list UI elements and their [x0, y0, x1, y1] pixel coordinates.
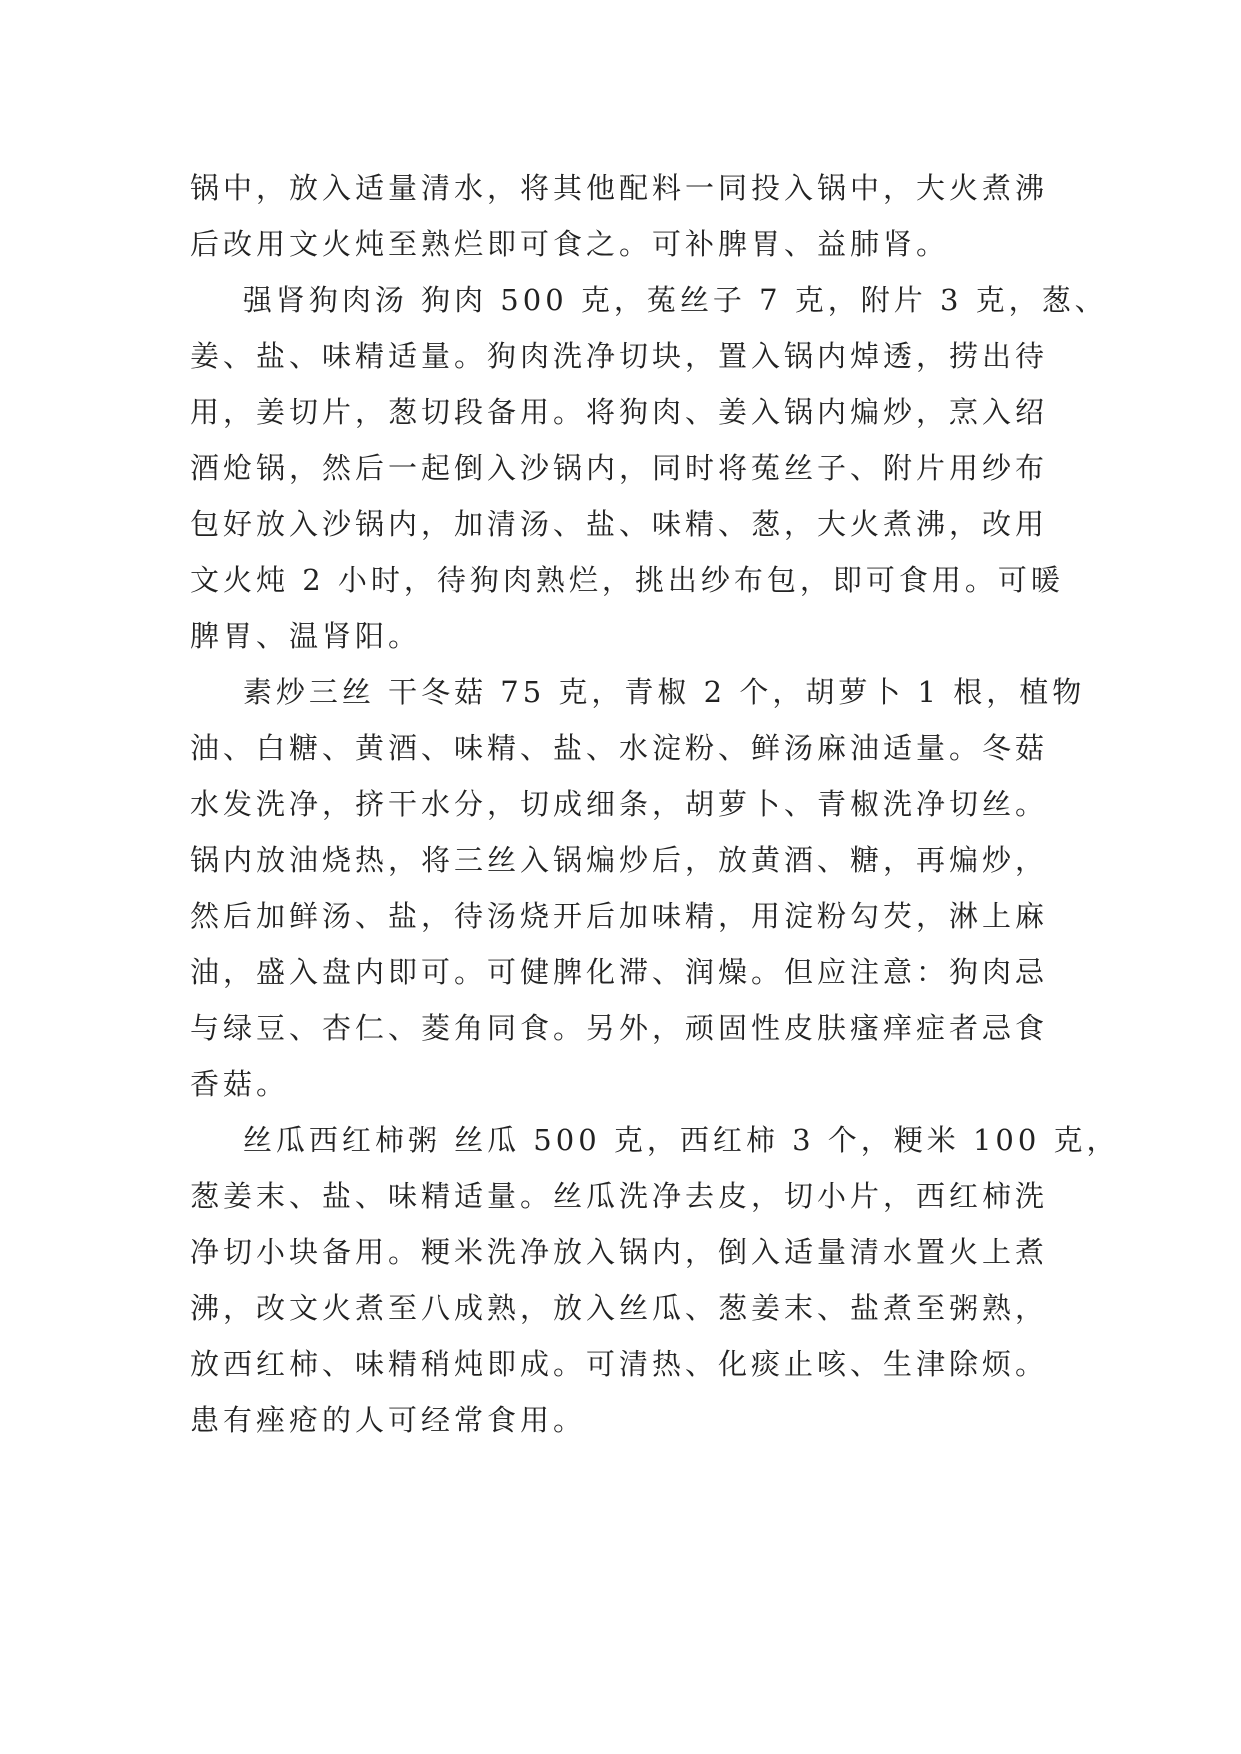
text-line: 香菇。 — [190, 1067, 290, 1101]
text-line: 患有痤疮的人可经常食用。 — [190, 1403, 587, 1437]
text-line: 酒炝锅，然后一起倒入沙锅内，同时将菟丝子、附片用纱布 — [190, 451, 1049, 485]
text-line: 与绿豆、杏仁、菱角同食。另外，顽固性皮肤瘙痒症者忌食 — [190, 1011, 1049, 1045]
text-line: 素炒三丝 干冬菇 75 克，青椒 2 个，胡萝卜 1 根，植物 — [190, 675, 1086, 709]
text-line: 锅中，放入适量清水，将其他配料一同投入锅中，大火煮沸 — [190, 171, 1049, 205]
text-line: 放西红柿、味精稍炖即成。可清热、化痰止咳、生津除烦。 — [190, 1347, 1049, 1381]
text-line: 葱姜末、盐、味精适量。丝瓜洗净去皮，切小片，西红柿洗 — [190, 1179, 1049, 1213]
text-line: 净切小块备用。粳米洗净放入锅内，倒入适量清水置火上煮 — [190, 1235, 1049, 1269]
document-body-text — [190, 160, 1120, 1448]
text-line: 姜、盐、味精适量。狗肉洗净切块，置入锅内焯透，捞出待 — [190, 339, 1049, 373]
text-line: 油，盛入盘内即可。可健脾化滞、润燥。但应注意：狗肉忌 — [190, 955, 1049, 989]
text-line: 锅内放油烧热，将三丝入锅煸炒后，放黄酒、糖，再煸炒， — [190, 843, 1049, 877]
text-line: 水发洗净，挤干水分，切成细条，胡萝卜、青椒洗净切丝。 — [190, 787, 1049, 821]
text-line: 脾胃、温肾阳。 — [190, 619, 422, 653]
text-line: 油、白糖、黄酒、味精、盐、水淀粉、鲜汤麻油适量。冬菇 — [190, 731, 1049, 765]
text-line: 丝瓜西红柿粥 丝瓜 500 克，西红柿 3 个，粳米 100 克， — [190, 1123, 1120, 1157]
text-line: 后改用文火炖至熟烂即可食之。可补脾胃、益肺肾。 — [190, 227, 950, 261]
text-line: 沸，改文火煮至八成熟，放入丝瓜、葱姜末、盐煮至粥熟， — [190, 1291, 1049, 1325]
text-line: 用，姜切片，葱切段备用。将狗肉、姜入锅内煸炒，烹入绍 — [190, 395, 1049, 429]
text-line: 文火炖 2 小时，待狗肉熟烂，挑出纱布包，即可食用。可暖 — [190, 563, 1064, 597]
text-line: 强肾狗肉汤 狗肉 500 克，菟丝子 7 克，附片 3 克，葱、 — [190, 283, 1108, 317]
text-line: 包好放入沙锅内，加清汤、盐、味精、葱，大火煮沸，改用 — [190, 507, 1049, 541]
text-line: 然后加鲜汤、盐，待汤烧开后加味精，用淀粉勾芡，淋上麻 — [190, 899, 1049, 933]
